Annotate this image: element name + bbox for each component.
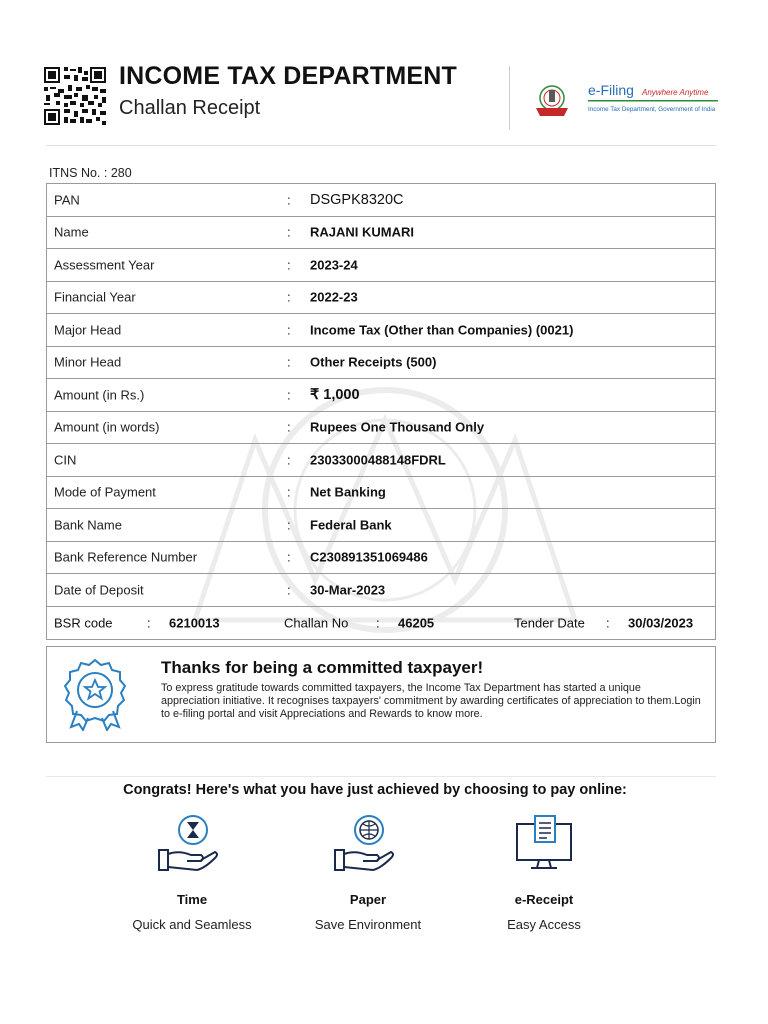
pan-row	[47, 184, 715, 217]
payment-mode-row	[47, 477, 715, 510]
logo-sub-text: Income Tax Department, Government of India	[588, 106, 716, 113]
separator: :	[287, 517, 291, 533]
benefit-ereceipt	[464, 812, 624, 932]
separator: :	[287, 582, 291, 598]
separator: :	[287, 224, 291, 240]
major-head-label: Major Head	[54, 322, 122, 338]
qr-code-icon	[44, 67, 106, 125]
benefit-paper	[288, 812, 448, 932]
assessment-year-row	[47, 249, 715, 282]
minor-head-label: Minor Head	[54, 354, 122, 370]
appreciation-box	[46, 646, 716, 743]
name-value: RAJANI KUMARI	[310, 224, 414, 240]
page-subtitle: Challan Receipt	[119, 97, 261, 119]
cin-row	[47, 444, 715, 477]
separator: :	[287, 289, 291, 305]
name-label: Name	[54, 224, 89, 240]
bank-name-label: Bank Name	[54, 517, 122, 533]
bank-name-value: Federal Bank	[310, 517, 392, 533]
cin-label: CIN	[54, 452, 77, 468]
financial-year-value: 2022-23	[310, 289, 358, 305]
logo-main-text: e-Filing	[588, 82, 634, 98]
major-head-row	[47, 314, 715, 347]
cin-value: 23033000488148FDRL	[310, 452, 446, 468]
header-divider	[509, 66, 510, 130]
amount-label: Amount (in Rs.)	[54, 387, 145, 403]
benefit-time-title: Time	[176, 892, 208, 907]
bank-name-row	[47, 509, 715, 542]
benefit-time	[112, 812, 272, 932]
amount-value: ₹ 1,000	[310, 386, 360, 403]
financial-year-row	[47, 282, 715, 315]
separator: :	[606, 615, 610, 631]
bank-reference-value: C230891351069486	[310, 549, 428, 565]
logo-tagline-text: Anywhere Anytime	[642, 88, 709, 97]
appreciation-title: Thanks for being a committed taxpayer!	[161, 658, 484, 677]
appreciation-text: To express gratitude towards committed taxpayers, the Income Tax Department has started a unique appreciation initiative. It recognises taxpayers' commitment by awarding certificates of appreciation to them.Login to e-filing portal and visit Appreciations and Rewards to know more.	[161, 682, 701, 720]
separator: :	[287, 549, 291, 565]
congrats-heading: Congrats! Here's what you have just achieved by choosing to pay online:	[123, 782, 627, 798]
separator: :	[287, 257, 291, 273]
header-rule	[46, 145, 716, 146]
hourglass-hand-icon	[157, 812, 227, 882]
amount-words-value: Rupees One Thousand Only	[310, 419, 485, 435]
deposit-date-row	[47, 574, 715, 607]
deposit-date-value: 30-Mar-2023	[310, 582, 386, 598]
separator: :	[287, 354, 291, 370]
name-row	[47, 217, 715, 250]
challan-value: 46205	[398, 615, 435, 631]
minor-head-value: Other Receipts (500)	[310, 354, 437, 370]
financial-year-label: Financial Year	[54, 289, 136, 305]
pan-label: PAN	[54, 192, 80, 208]
assessment-year-value: 2023-24	[310, 257, 358, 273]
separator: :	[287, 322, 291, 338]
separator: :	[287, 452, 291, 468]
benefit-paper-subtitle: Save Environment	[314, 917, 422, 932]
globe-hand-icon	[333, 812, 403, 882]
benefit-paper-title: Paper	[349, 892, 387, 907]
section-rule	[46, 776, 716, 777]
separator: :	[376, 615, 380, 631]
benefit-ereceipt-subtitle: Easy Access	[507, 917, 581, 932]
separator: :	[287, 387, 291, 403]
bank-reference-label: Bank Reference Number	[54, 549, 198, 565]
separator: :	[287, 192, 291, 208]
benefit-time-subtitle: Quick and Seamless	[132, 917, 252, 932]
bsr-label: BSR code	[54, 615, 113, 631]
itns-number: ITNS No. : 280	[49, 166, 132, 180]
minor-head-row	[47, 347, 715, 380]
payment-mode-value: Net Banking	[310, 484, 386, 500]
separator: :	[287, 484, 291, 500]
deposit-date-label: Date of Deposit	[54, 582, 144, 598]
amount-words-label: Amount (in words)	[54, 419, 160, 435]
challan-label: Challan No	[284, 615, 349, 631]
monitor-receipt-icon	[509, 812, 579, 882]
award-badge-icon	[63, 657, 127, 731]
tender-date-value: 30/03/2023	[628, 615, 694, 631]
amount-row	[47, 379, 715, 412]
bank-reference-row	[47, 542, 715, 575]
assessment-year-label: Assessment Year	[54, 257, 155, 273]
payment-mode-label: Mode of Payment	[54, 484, 156, 500]
bsr-row	[47, 607, 715, 640]
benefit-ereceipt-title: e-Receipt	[514, 892, 574, 907]
challan-details-table	[46, 183, 716, 640]
separator: :	[147, 615, 151, 631]
amount-words-row	[47, 412, 715, 445]
bsr-value: 6210013	[169, 615, 220, 631]
efiling-logo	[532, 78, 724, 122]
tender-date-label: Tender Date	[514, 615, 585, 631]
separator: :	[287, 419, 291, 435]
pan-value: DSGPK8320C	[310, 191, 404, 208]
major-head-value: Income Tax (Other than Companies) (0021)	[310, 322, 574, 338]
page-title: INCOME TAX DEPARTMENT	[119, 62, 457, 90]
